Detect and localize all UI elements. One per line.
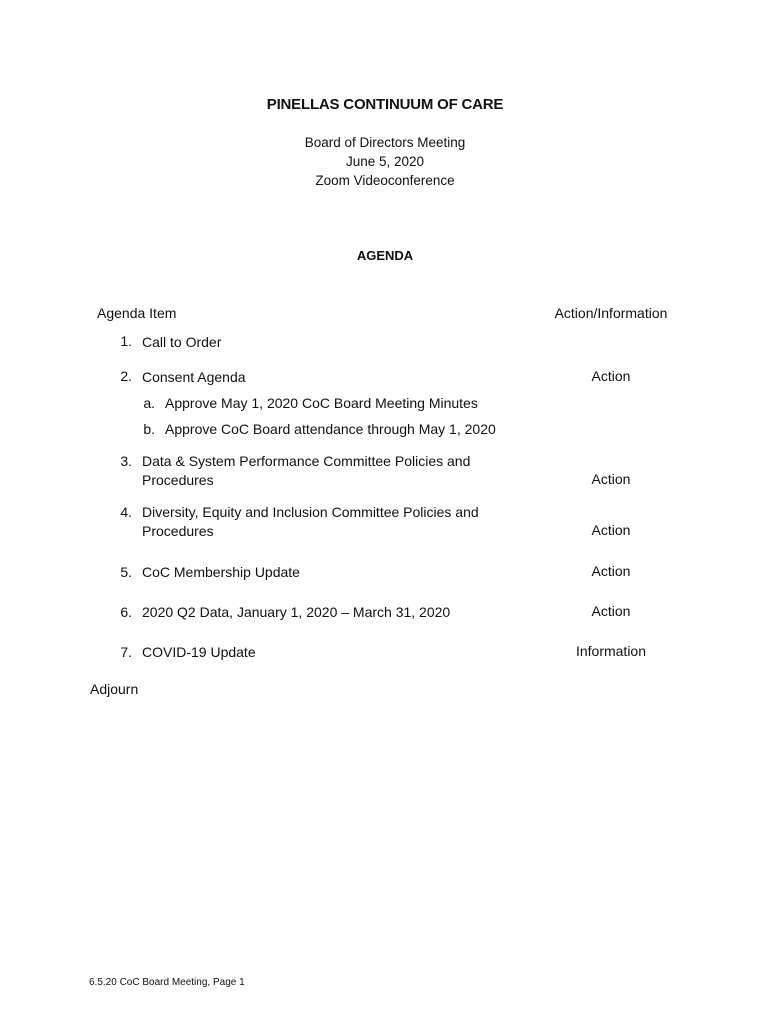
agenda-item-action: Action — [591, 471, 631, 487]
agenda-item-number: 6. — [120, 604, 132, 620]
agenda-item-text: Diversity, Equity and Inclusion Committee Policies and — [142, 504, 479, 520]
agenda-item-number: 3. — [120, 453, 132, 469]
agenda-item-text: COVID-19 Update — [142, 644, 256, 660]
agenda-subitem-text: Approve May 1, 2020 CoC Board Meeting Minutes — [165, 395, 478, 411]
agenda-item-text: 2020 Q2 Data, January 1, 2020 – March 31, 2020 — [142, 604, 451, 620]
agenda-item-action: Action — [591, 522, 631, 538]
agenda-item-text: CoC Membership Update — [142, 564, 300, 580]
adjourn-text: Adjourn — [90, 681, 139, 697]
agenda-item-action: Action — [591, 563, 631, 579]
agenda-subitem-letter: b. — [143, 421, 155, 437]
agenda-item-text: Consent Agenda — [142, 369, 246, 385]
meeting-name: Board of Directors Meeting — [304, 135, 466, 150]
agenda-item-number: 1. — [120, 333, 132, 349]
column-header-item: Agenda Item — [97, 305, 177, 321]
agenda-item-number: 7. — [120, 644, 132, 660]
agenda-item-text-continued: Procedures — [142, 472, 214, 488]
agenda-item-action: Action — [591, 368, 631, 384]
meeting-location: Zoom Videoconference — [315, 173, 455, 188]
agenda-item-number: 2. — [120, 368, 132, 384]
agenda-heading: AGENDA — [356, 248, 414, 263]
document-title: PINELLAS CONTINUUM OF CARE — [266, 96, 504, 113]
agenda-subitem-text: Approve CoC Board attendance through May 1, 2020 — [165, 421, 496, 437]
page-footer: 6.5.20 CoC Board Meeting, Page 1 — [89, 977, 245, 988]
meeting-date: June 5, 2020 — [345, 154, 425, 169]
column-header-action: Action/Information — [554, 305, 668, 321]
agenda-item-action: Action — [591, 603, 631, 619]
agenda-subitem-letter: a. — [143, 395, 155, 411]
agenda-item-text-continued: Procedures — [142, 523, 214, 539]
agenda-item-action: Information — [575, 643, 647, 659]
agenda-item-text: Data & System Performance Committee Policies and — [142, 453, 471, 469]
agenda-item-text: Call to Order — [142, 334, 222, 350]
agenda-item-number: 5. — [120, 564, 132, 580]
agenda-item-number: 4. — [120, 504, 132, 520]
